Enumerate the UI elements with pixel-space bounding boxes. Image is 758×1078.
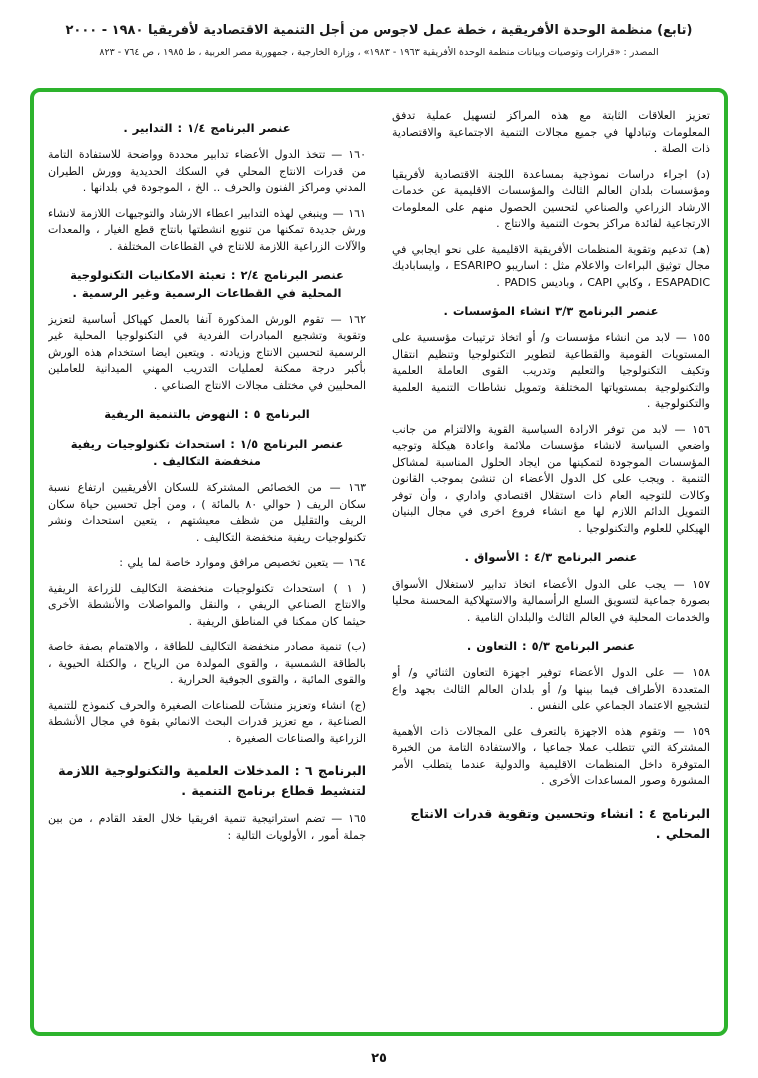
section-heading: عنصر البرنامج ١/٥ : استحداث تكنولوجيات ريفية منخفضة التكاليف .	[70, 436, 344, 468]
program-heading: البرنامج ٦ : المدخلات العلمية والتكنولوجية اللازمة لتنشيط قطاع برنامج التنمية .	[58, 763, 366, 798]
paragraph: (د) اجراء دراسات نموذجية بمساعدة اللجنة الاقتصادية لأفريقيا ومؤسسات بلدان العالم الثالث والمؤسسات الاقليمية عن خدمات الارشاد الزراعي والصناعي لتحسين الحصول منهم على المعلومات الارتجاعية لفائدة مراكز بحوث التنمية والانتاج .	[392, 167, 710, 230]
two-column-layout	[48, 108, 710, 1022]
paragraph: ١٥٦ — لابد من توفر الارادة السياسية القوية والالتزام من جانب واضعي السياسة لانشاء مؤسسات ملائمة واعادة هيكلة وتوجيه المؤسسات الموجودة لتمكينها من ايجاد الحلول المناسبة لمشاكل التنمية . ويجب على كل الدول الأعضاء ان تنشئ بموجب القانون وكالات للتوجيه العام ذات استقلال اقتصادي واداري ، وأن توفر التمويل الدائم اللازم لها مع انشاء فروع اخرى في مجال البنيان الهيكلي للعلوم والتكنولوجيا .	[392, 422, 710, 535]
document-title: (تابع) منظمة الوحدة الأفريقية ، خطة عمل لاجوس من أجل التنمية الاقتصادية لأفريقيا ١٩٨٠ - ٢٠٠٠	[65, 23, 693, 38]
paragraph: ١٦٤ — يتعين تخصيص مرافق وموارد خاصة لما يلي :	[119, 556, 366, 569]
section-heading: عنصر البرنامج ٢/٤ : تعبئة الامكانيات التكنولوجية المحلية في القطاعات الرسمية وغير الرسمية .	[70, 268, 344, 300]
paragraph: ( ١ ) استحداث تكنولوجيات منخفضة التكاليف للزراعة الريفية والانتاج الصناعي الريفي ، والنقل والمواصلات والأنشطة الأخرى حيثما كان ممكنا في المناطق الريفية .	[48, 581, 366, 628]
section-heading: عنصر البرنامج ٥/٣ : التعاون .	[466, 639, 636, 653]
paragraph: ١٦٥ — تضم استراتيجية تنمية افريقيا خلال العقد القادم ، من بين جملة أمور ، الأولويات التالية :	[48, 812, 366, 842]
paragraph: ١٦١ — وينبغي لهذه التدابير اعطاء الارشاد والتوجيهات اللازمة لانشاء ورش جديدة تمكنها من تنويع انشطتها بانتاج قطع الغيار ، والمعدات والآلات الزراعية اللازمة للانتاج في القطاعات المختلفة .	[48, 206, 366, 253]
section-heading: البرنامج ٥ : النهوض بالتنمية الريفية	[104, 407, 310, 422]
section-heading: عنصر البرنامج ٣/٣ انشاء المؤسسات .	[443, 304, 659, 318]
paragraph: تعزيز العلاقات الثابتة مع هذه المراكز لتسهيل عملية تدفق المعلومات وتبادلها في جميع مجالات التنمية الاجتماعية والاقتصادية ذات الصلة .	[392, 109, 710, 155]
right-column	[392, 108, 710, 1022]
paragraph: (ج) انشاء وتعزيز منشآت للصناعات الصغيرة والحرف كنموذج للتنمية الصناعية ، مع تعزيز قدرات البحث الانمائي بقوة في مجال الأنشطة الزراعية والصناعات الصغيرة .	[48, 698, 366, 745]
paragraph: ١٥٥ — لابد من انشاء مؤسسات و/ أو اتخاذ ترتيبات مؤسسية على المستويات القومية والقطاعية لتطوير التكنولوجيا وتنظيم انتقال وتكيف التكنولوجيا والتعليم وتدريب القوى العاملة العلمية والتكنولوجية بمستوياتها المختلفة وتمويل نشاطات التنمية العلمية والتكنولوجية .	[392, 331, 710, 411]
paragraph: ١٥٩ — وتقوم هذه الاجهزة بالتعرف على المجالات ذات الأهمية المشتركة التي تتطلب عملا جماعيا ، والاستفادة التامة من الخبرة المتوفرة داخل المنظمات الاقليمية والدولية عندما يتطلب الأمر المشورة وصور المساعدات الأخرى .	[392, 724, 710, 788]
paragraph: ١٥٨ — على الدول الأعضاء توفير اجهزة التعاون الثنائي و/ أو المتعددة الأطراف فيما بينها و/ أو بلدان العالم الثالث بجهد واع لتشجيع الاعتماد الجماعي على النفس .	[392, 666, 710, 713]
content-border-box	[30, 88, 728, 1036]
program-heading: البرنامج ٤ : انشاء وتحسين وتقوية قدرات الانتاج المحلي .	[410, 805, 710, 841]
paragraph: ١٦٢ — تقوم الورش المذكورة آنفا بالعمل كهياكل أساسية لتعزيز وتقوية وتشجيع المبادرات الفردية في التكنولوجيا المحلية غير الرسمية لتحسين الانتاج وزيادته . ويتعين ايضا استخدام هذه الورش بأكبر درجة ممكنة لعمليات التدريب المهني الميدانية للعاملين المحليين في مختلف مجالات الانتاج الصناعي .	[48, 312, 366, 392]
document-source-line: المصدر : «قرارات وتوصيات وبيانات منظمة الوحدة الأفريقية ١٩٦٣ - ١٩٨٣» ، وزارة الخارجية ، جمهورية مصر العربية ، ط ١٩٨٥ ، ص ٧٦٤ - ٨٢٣	[99, 47, 659, 59]
paragraph: (هـ) تدعيم وتقوية المنظمات الأفريقية الاقليمية على نحو ايجابي في مجال توثيق البراءات والاعلام مثل : اساريبو ESARIPO ، وايساباديك ESAPADIC ، وكابي CAPI ، وباديس PADIS .	[392, 242, 710, 289]
page-number: ٢٥	[371, 1051, 387, 1066]
paragraph: (ب) تنمية مصادر منخفضة التكاليف للطاقة ، والاهتمام بصفة خاصة بالطاقة الشمسية ، والقوى المولدة من الرياح ، والكتلة الحيوية ، والقوى المائية ، والقوى الجوفية الحرارية .	[48, 640, 366, 686]
left-column	[48, 108, 366, 1022]
page-header	[0, 0, 758, 60]
section-heading: عنصر البرنامج ١/٤ : التدابير .	[123, 121, 291, 135]
paragraph: ١٦٠ — تتخذ الدول الأعضاء تدابير محددة وواضحة للاستفادة التامة من قدرات الانتاج المحلي في السكك الحديدية وورش الطيران المدني ومراكز الفنون والحرف .. الخ ، الموجودة في بلدانها .	[48, 148, 366, 195]
section-heading: عنصر البرنامج ٤/٣ : الأسواق .	[464, 550, 638, 565]
paragraph: ١٥٧ — يجب على الدول الأعضاء اتخاذ تدابير لاستغلال الأسواق بصورة جماعية لتسويق السلع الرأسمالية والاستهلاكية المحسنة محليا والخدمات المحلية في العالم الثالث والبلدان النامية .	[392, 577, 710, 624]
paragraph: ١٦٣ — من الخصائص المشتركة للسكان الأفريقيين ارتفاع نسبة سكان الريف ( حوالي ٨٠ بالمائة ) ، ومن أجل تحسين حياة سكان الريف والتقليل من شظف معيشتهم ، يتعين استحداث ونشر تكنولوجيات ريفية منخفضة التكاليف .	[48, 481, 366, 544]
